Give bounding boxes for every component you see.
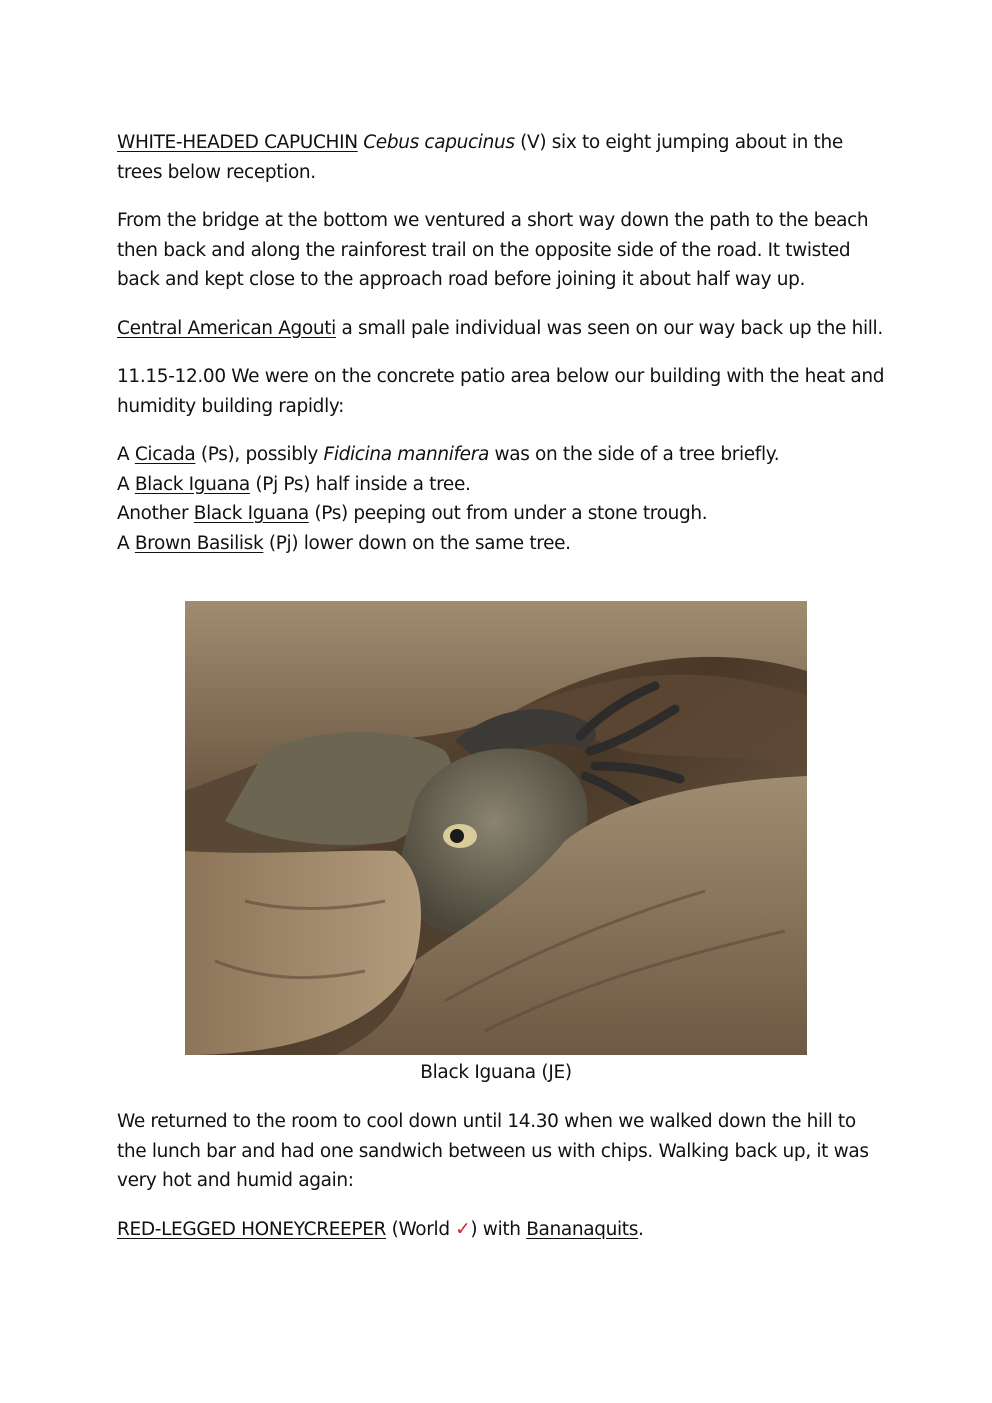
sighting-line [117, 529, 887, 559]
paragraph-text: (V) six to eight jumping about in the trees below reception. [117, 132, 843, 183]
paragraph-lunch: We returned to the room to cool down until 14.30 when we walked down the hill to the lunch bar and had one sandwich between us with chips. Walking back up, it was very hot and humid again: [117, 1111, 869, 1191]
sighting-line [117, 470, 887, 500]
sighting-line [117, 440, 887, 470]
paragraph-honeycreeper [117, 1215, 887, 1245]
species-name: Black Iguana [134, 473, 250, 495]
iguana-photo [185, 601, 807, 1055]
paragraph-text: . [638, 1218, 644, 1240]
species-name: Brown Basilisk [134, 532, 264, 554]
paragraph-text: ) with [470, 1218, 527, 1240]
species-name: WHITE-HEADED CAPUCHIN [117, 132, 358, 153]
species-name: Central American Agouti [117, 317, 336, 339]
sighting-text: (Pj Ps) half inside a tree. [249, 473, 471, 495]
paragraph-text: a small pale individual was seen on our way back up the hill. [335, 317, 883, 339]
species-name: RED-LEGGED HONEYCREEPER [117, 1218, 387, 1240]
sighting-prefix: A [117, 532, 135, 554]
journal-text [117, 128, 887, 558]
photo-caption: Black Iguana (JE) [420, 1062, 572, 1083]
journal-text-continued [117, 1107, 887, 1263]
sighting-text: (Ps), possibly [195, 444, 324, 465]
species-name: Cicada [134, 444, 196, 465]
latin-name: Cebus capucinus [363, 132, 515, 153]
sighting-prefix: Another [117, 503, 194, 524]
sighting-text: (Pj) lower down on the same tree. [263, 532, 571, 554]
paragraph-text: (World [386, 1218, 456, 1240]
sighting-text: (Ps) peeping out from under a stone trough. [308, 503, 708, 524]
iguana-pupil [450, 829, 464, 843]
latin-name: Fidicina mannifera [323, 444, 489, 465]
paragraph-capuchin [117, 128, 887, 187]
paragraph-agouti [117, 314, 887, 344]
sighting-prefix: A [117, 473, 135, 495]
paragraph-trail: From the bridge at the bottom we ventured a short way down the path to the beach then back and along the rainforest trail on the opposite side of the road. It twisted back and kept close to the approach road before joining it about half way up. [117, 210, 869, 290]
checkmark-icon: ✓ [455, 1218, 471, 1240]
paragraph-patio: 11.15-12.00 We were on the concrete patio area below our building with the heat and humidity building rapidly: [117, 366, 885, 417]
sighting-line [117, 499, 887, 529]
species-name: Bananaquits [526, 1218, 638, 1240]
sighting-prefix: A [117, 444, 135, 465]
iguana-illustration [185, 601, 807, 1055]
sighting-text: was on the side of a tree briefly. [488, 444, 780, 465]
species-name: Black Iguana [193, 503, 309, 524]
